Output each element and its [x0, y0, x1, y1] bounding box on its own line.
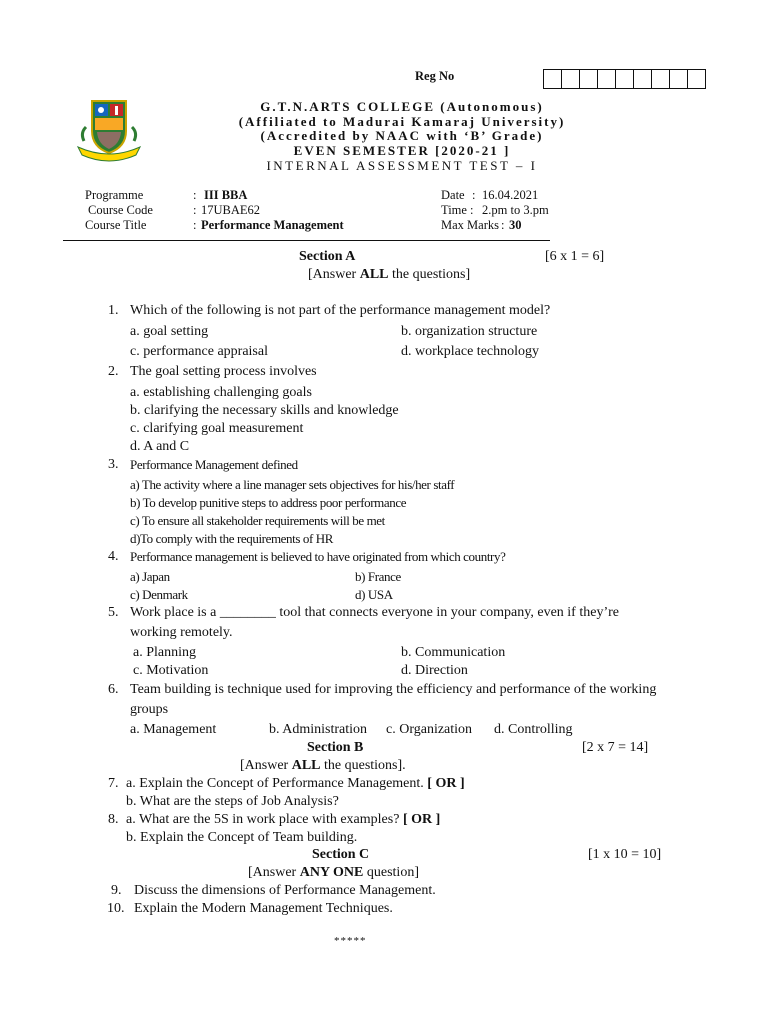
section-c-instruction: [Answer ANY ONE question]	[248, 865, 419, 880]
date-label: Date	[441, 188, 465, 202]
q10-number: 10.	[107, 901, 125, 916]
q3-option-c: c) To ensure all stakeholder requirements will be met	[130, 513, 385, 528]
q6-option-c: c. Organization	[386, 722, 473, 737]
course-title-value: Performance Management	[201, 218, 344, 232]
q5-option-c: c. Motivation	[133, 663, 209, 678]
college-affiliation: (Affiliated to Madurai Kamaraj University)	[238, 114, 566, 129]
q5-number: 5.	[108, 605, 119, 620]
course-title-colon: :	[193, 218, 197, 232]
q3-number: 3.	[108, 457, 119, 472]
section-a-marks: [6 x 1 = 6]	[545, 249, 605, 264]
q6-option-d: d. Controlling	[494, 722, 573, 737]
date-colon: :	[472, 188, 476, 202]
q4-text: Performance management is believed to have originated from which country?	[130, 549, 506, 564]
q10-text: Explain the Modern Management Techniques.	[134, 901, 393, 916]
q5-text-line2: working remotely.	[130, 625, 233, 640]
q4-option-b: b) France	[355, 569, 401, 584]
programme-colon: :	[193, 188, 197, 202]
reg-no-boxes[interactable]	[543, 69, 705, 89]
college-emblem-icon	[76, 97, 142, 163]
programme-label: Programme	[85, 188, 144, 202]
q8-option-b: b. Explain the Concept of Team building.	[126, 830, 358, 845]
q5-option-b: b. Communication	[401, 645, 506, 660]
q3-option-d: d)To comply with the requirements of HR	[130, 531, 334, 546]
q6-number: 6.	[108, 682, 119, 697]
section-b-title: Section B	[307, 740, 364, 755]
q2-option-b: b. clarifying the necessary skills and knowledge	[130, 403, 399, 418]
q1-option-a: a. goal setting	[130, 324, 209, 339]
q3-option-b: b) To develop punitive steps to address poor performance	[130, 495, 407, 510]
q2-option-a: a. establishing challenging goals	[130, 385, 312, 400]
college-accreditation: (Accredited by NAAC with ‘B’ Grade)	[260, 128, 544, 143]
reg-no-label: Reg No	[415, 69, 455, 83]
q4-option-d: d) USA	[355, 587, 393, 602]
q9-text: Discuss the dimensions of Performance Management.	[134, 883, 436, 898]
q6-text-line2: groups	[130, 702, 169, 717]
q8-option-a: a. What are the 5S in work place with examples? [ OR ]	[126, 812, 441, 827]
max-marks-label: Max Marks	[441, 218, 499, 232]
end-mark: *****	[334, 935, 367, 947]
header-divider	[63, 240, 550, 241]
q9-number: 9.	[111, 883, 122, 898]
q1-number: 1.	[108, 303, 119, 318]
course-code-value: 17UBAE62	[201, 203, 261, 217]
q6-option-b: b. Administration	[269, 722, 367, 737]
q2-option-d: d. A and C	[130, 439, 190, 454]
course-code-label: Course Code	[88, 203, 153, 217]
q5-option-a: a. Planning	[133, 645, 196, 660]
semester-title: EVEN SEMESTER [2020-21 ]	[293, 143, 511, 158]
q3-text: Performance Management defined	[130, 457, 298, 472]
section-a-title: Section A	[299, 249, 356, 264]
q1-option-b: b. organization structure	[401, 324, 538, 339]
q4-option-c: c) Denmark	[130, 587, 188, 602]
time-label: Time	[441, 203, 467, 217]
q1-text: Which of the following is not part of the performance management model?	[130, 303, 551, 318]
q1-option-d: d. workplace technology	[401, 344, 540, 359]
time-value: 2.pm to 3.pm	[482, 203, 549, 217]
q1-option-c: c. performance appraisal	[130, 344, 268, 359]
q7-option-a: a. Explain the Concept of Performance Management. [ OR ]	[126, 776, 465, 791]
date-value: 16.04.2021	[482, 188, 539, 202]
college-name: G.T.N.ARTS COLLEGE (Autonomous)	[260, 99, 544, 114]
max-marks-value: 30	[509, 218, 522, 232]
q2-text: The goal setting process involves	[130, 364, 317, 379]
q4-option-a: a) Japan	[130, 569, 170, 584]
section-c-marks: [1 x 10 = 10]	[588, 847, 662, 862]
test-title: INTERNAL ASSESSMENT TEST – I	[266, 158, 538, 173]
q5-option-d: d. Direction	[401, 663, 468, 678]
q7-option-b: b. What are the steps of Job Analysis?	[126, 794, 339, 809]
q3-option-a: a) The activity where a line manager sets objectives for his/her staff	[130, 477, 455, 492]
section-c-title: Section C	[312, 847, 370, 862]
q2-number: 2.	[108, 364, 119, 379]
q5-text: Work place is a ________ tool that connects everyone in your company, even if they’re	[130, 605, 619, 620]
course-title-label: Course Title	[85, 218, 147, 232]
q7-number: 7.	[108, 776, 119, 791]
section-b-marks: [2 x 7 = 14]	[582, 740, 649, 755]
q6-option-a: a. Management	[130, 722, 217, 737]
q4-number: 4.	[108, 549, 119, 564]
programme-value: III BBA	[204, 188, 248, 202]
course-code-colon: :	[193, 203, 197, 217]
max-marks-colon: :	[501, 218, 505, 232]
q8-number: 8.	[108, 812, 119, 827]
section-b-instruction: [Answer ALL the questions].	[240, 758, 406, 773]
time-colon: :	[470, 203, 474, 217]
q6-text: Team building is technique used for improving the efficiency and performance of the working	[130, 682, 657, 697]
q2-option-c: c. clarifying goal measurement	[130, 421, 304, 436]
section-a-instruction: [Answer ALL the questions]	[308, 267, 471, 282]
